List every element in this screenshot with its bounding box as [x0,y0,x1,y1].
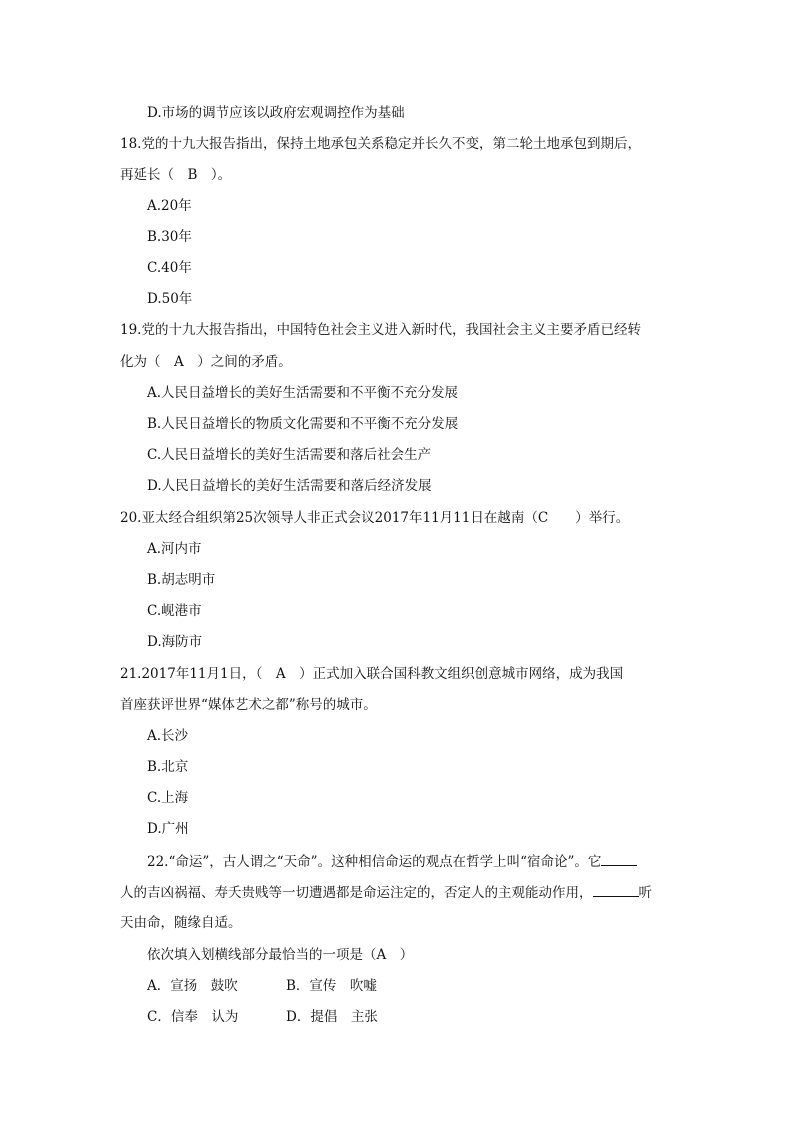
q19-option-d: D.人民日益增长的美好生活需要和落后经济发展 [147,478,432,494]
q22-stem-line2-tail: 听 [638,885,652,901]
q20-option-a: A.河内市 [147,541,202,557]
q22-blank-2 [593,882,639,897]
q21-option-a: A.长沙 [147,728,189,744]
q17-option-d: D.市场的调节应该以政府宏观调控作为基础 [147,105,405,121]
q18-option-d: D.50年 [147,291,193,307]
q22-stem-line2-text: 人的吉凶祸福、寿夭贵贱等一切遭遇都是命运注定的，否定人的主观能动作用， [120,885,593,901]
q22-option-b: B．宣传 吹嘘 [286,978,377,994]
q22-option-a: A．宣扬 鼓吹 [147,978,238,994]
q21-option-b: B.北京 [147,759,189,775]
q22-stem-line2 [120,882,652,903]
q18-stem-line2: 再延长（ B ）。 [120,167,232,183]
q18-option-a: A.20年 [147,198,192,214]
q19-option-c: C.人民日益增长的美好生活需要和落后社会生产 [147,447,432,463]
q20-option-c: C.岘港市 [147,603,202,619]
q19-stem-line2: 化为（ A ）之间的矛盾。 [120,354,292,370]
q18-option-b: B.30年 [147,229,192,245]
q20-option-d: D.海防市 [147,634,203,650]
q19-option-a: A.人民日益增长的美好生活需要和不平衡不充分发展 [147,385,459,401]
q19-option-b: B.人民日益增长的物质文化需要和不平衡不充分发展 [147,416,459,432]
q22-stem-line1 [147,851,637,872]
q18-option-c: C.40年 [147,260,192,276]
q22-option-c: C．信奉 认为 [147,1009,239,1025]
q20-option-b: B.胡志明市 [147,572,216,588]
q20-stem-line1: 20.亚太经合组织第25次领导人非正式会议2017年11月11日在越南（C ）举行。 [120,510,630,526]
q18-stem-line1: 18.党的十九大报告指出，保持土地承包关系稳定并长久不变，第二轮土地承包到期后， [120,136,641,152]
q21-stem-line1: 21.2017年11月1日，（ A ）正式加入联合国科教文组织创意城市网络，成为我国 [120,666,624,682]
q21-option-c: C.上海 [147,790,189,806]
q22-prompt: 依次填入划横线部分最恰当的一项是（A ） [147,947,414,963]
q21-option-d: D.广州 [147,821,189,837]
q22-stem-line3: 天由命，随缘自适。 [120,915,242,931]
q22-blank-1 [601,851,637,866]
q22-option-d: D．提倡 主张 [286,1009,378,1025]
q21-stem-line2: 首座获评世界“媒体艺术之都”称号的城市。 [120,697,377,713]
q22-stem-line1-text: 22.“命运”，古人谓之“天命”。这种相信命运的观点在哲学上叫“宿命论”。它 [147,854,602,870]
q19-stem-line1: 19.党的十九大报告指出，中国特色社会主义进入新时代，我国社会主义主要矛盾已经转 [120,322,641,338]
